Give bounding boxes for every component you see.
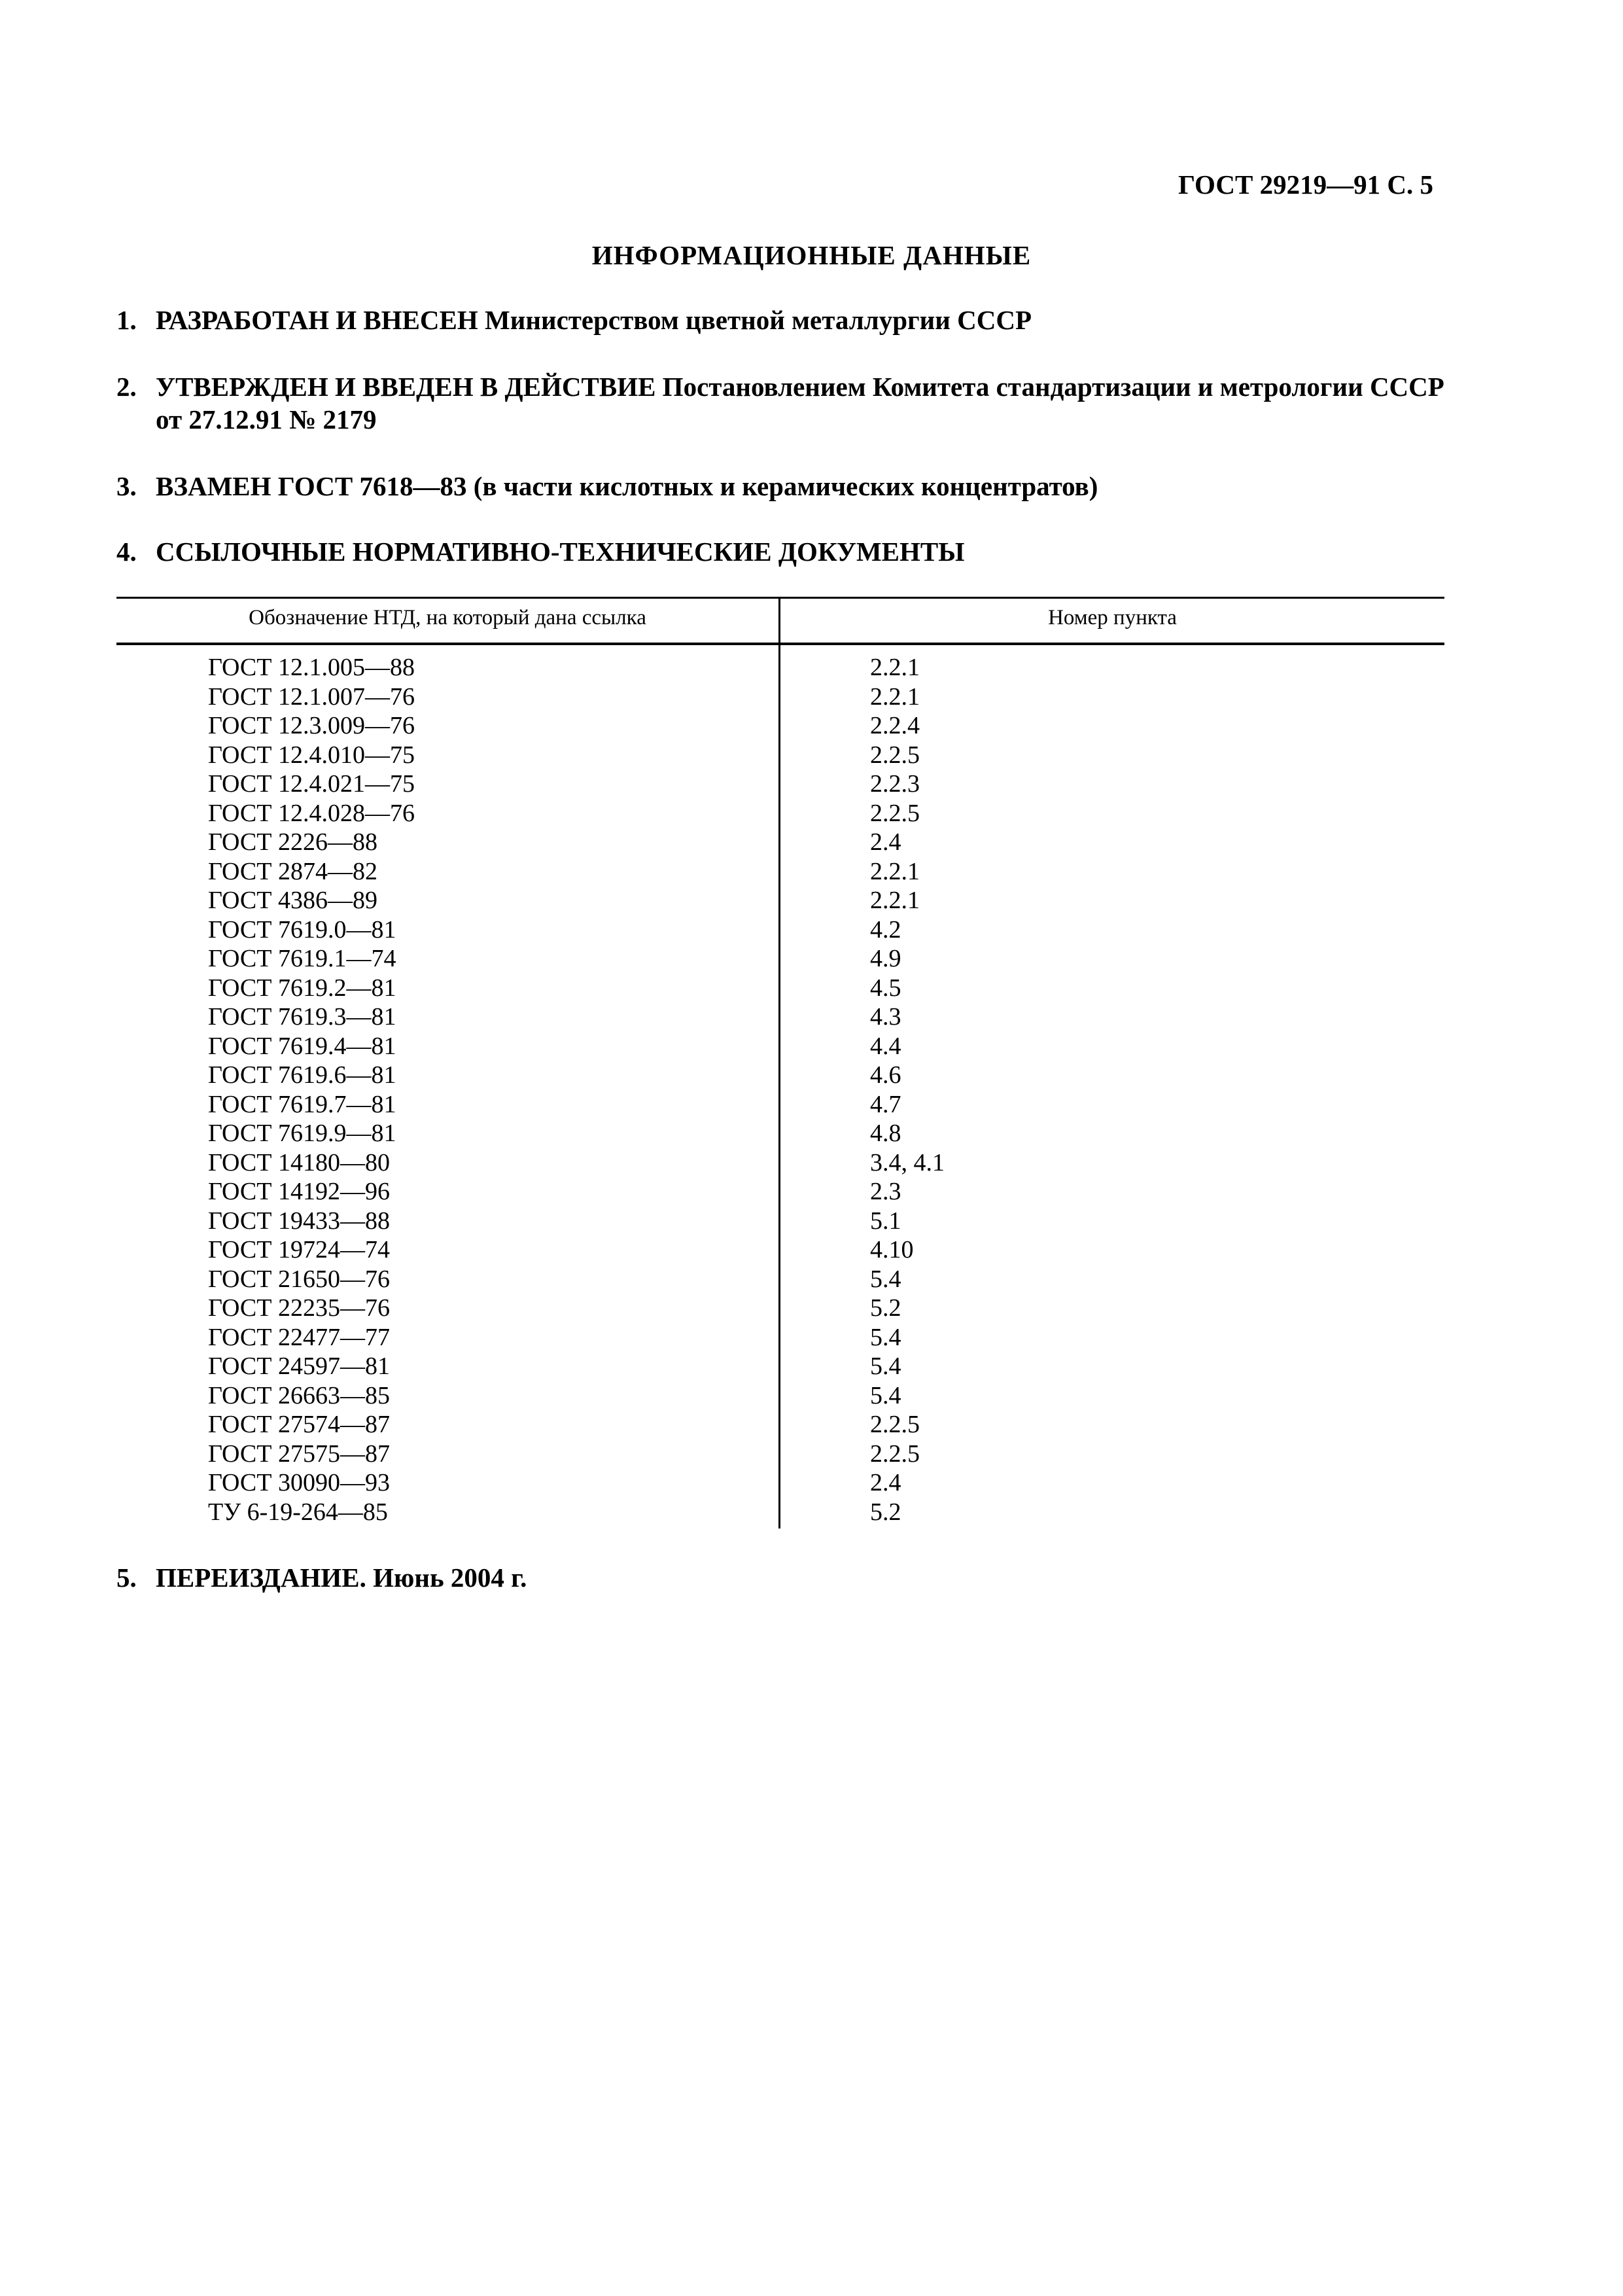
cell-clause: 4.6 — [870, 1061, 901, 1089]
cell-document: ГОСТ 12.1.007—76 — [208, 682, 415, 711]
cell-document: ГОСТ 19433—88 — [208, 1207, 390, 1235]
cell-document: ГОСТ 7619.6—81 — [208, 1061, 396, 1089]
table-row — [116, 1498, 1444, 1527]
table-row — [116, 1119, 1444, 1148]
table-row — [116, 741, 1444, 770]
table-row — [116, 974, 1444, 1003]
table-row — [116, 682, 1444, 712]
cell-clause: 2.2.5 — [870, 1411, 920, 1438]
table-row — [116, 1381, 1444, 1411]
cell-clause: 5.1 — [870, 1207, 901, 1235]
info-item-reissue — [116, 1561, 1444, 1594]
item-text: ССЫЛОЧНЫЕ НОРМАТИВНО-ТЕХНИЧЕСКИЕ ДОКУМЕНТЫ — [156, 537, 965, 567]
info-item-developed — [116, 304, 1444, 336]
table-row — [116, 886, 1444, 915]
item-text: ВЗАМЕН ГОСТ 7618—83 (в части кислотных и керамических концентратов) — [156, 471, 1098, 501]
cell-document: ГОСТ 7619.7—81 — [208, 1090, 396, 1118]
cell-clause: 5.2 — [870, 1294, 901, 1322]
table-row — [116, 769, 1444, 799]
cell-document: ГОСТ 21650—76 — [208, 1265, 390, 1293]
table-row — [116, 1090, 1444, 1120]
cell-clause: 4.10 — [870, 1236, 914, 1263]
item-number: 3. — [116, 471, 137, 501]
cell-document: ГОСТ 2874—82 — [208, 857, 377, 885]
cell-document: ГОСТ 7619.1—74 — [208, 945, 396, 972]
cell-document: ГОСТ 12.4.028—76 — [208, 799, 415, 827]
cell-clause: 2.4 — [870, 1469, 901, 1496]
cell-clause: 2.2.5 — [870, 799, 920, 827]
item-text: ПЕРЕИЗДАНИЕ. Июнь 2004 г. — [156, 1563, 527, 1593]
cell-document: ГОСТ 19724—74 — [208, 1236, 390, 1263]
info-item-replaces — [116, 470, 1444, 503]
table-row — [116, 1410, 1444, 1439]
cell-document: ГОСТ 12.1.005—88 — [208, 654, 415, 681]
table-row — [116, 1439, 1444, 1469]
cell-document: ГОСТ 14192—96 — [208, 1178, 390, 1205]
cell-document: ГОСТ 24597—81 — [208, 1352, 390, 1380]
table-row — [116, 915, 1444, 945]
cell-clause: 2.2.5 — [870, 741, 920, 769]
info-item-approved — [116, 370, 1444, 436]
cell-clause: 5.2 — [870, 1498, 901, 1526]
cell-clause: 2.3 — [870, 1178, 901, 1205]
cell-document: ГОСТ 2226—88 — [208, 828, 377, 856]
info-item-references — [116, 535, 1444, 568]
table-row — [116, 1235, 1444, 1265]
cell-clause: 2.2.4 — [870, 712, 920, 739]
item-text: УТВЕРЖДЕН И ВВЕДЕН В ДЕЙСТВИЕ Постановлением Комитета стандартизации и метрологии СССР от 27.12.91 № 2179 — [156, 372, 1444, 434]
table-body — [116, 653, 1444, 1527]
cell-clause: 5.4 — [870, 1323, 901, 1351]
cell-document: ГОСТ 7619.9—81 — [208, 1120, 396, 1147]
cell-document: ГОСТ 26663—85 — [208, 1381, 390, 1409]
cell-document: ГОСТ 22235—76 — [208, 1294, 390, 1322]
cell-clause: 5.4 — [870, 1352, 901, 1380]
table-row — [116, 944, 1444, 974]
cell-document: ГОСТ 12.4.010—75 — [208, 741, 415, 769]
table-row — [116, 1177, 1444, 1207]
cell-clause: 4.3 — [870, 1003, 901, 1031]
cell-document: ГОСТ 12.3.009—76 — [208, 712, 415, 739]
cell-document: ГОСТ 4386—89 — [208, 887, 377, 914]
item-number: 2. — [116, 372, 137, 402]
document-code: ГОСТ 29219—91 С. 5 — [1178, 169, 1433, 200]
table-row — [116, 1265, 1444, 1294]
cell-clause: 4.8 — [870, 1120, 901, 1147]
table-row — [116, 799, 1444, 828]
cell-document: ГОСТ 7619.2—81 — [208, 974, 396, 1002]
cell-document: ГОСТ 14180—80 — [208, 1148, 390, 1176]
cell-document: ГОСТ 27574—87 — [208, 1411, 390, 1438]
table-row — [116, 857, 1444, 887]
cell-document: ГОСТ 12.4.021—75 — [208, 770, 415, 798]
item-number: 1. — [116, 305, 137, 335]
cell-clause: 5.4 — [870, 1381, 901, 1409]
table-row — [116, 653, 1444, 682]
cell-clause: 4.7 — [870, 1090, 901, 1118]
cell-document: ГОСТ 7619.0—81 — [208, 915, 396, 944]
cell-clause: 4.2 — [870, 915, 901, 944]
table-row — [116, 1207, 1444, 1236]
cell-clause: 3.4, 4.1 — [870, 1148, 945, 1176]
table-header-document: Обозначение НТД, на который дана ссылка — [249, 606, 646, 629]
cell-document: ТУ 6-19-264—85 — [208, 1498, 388, 1526]
table-header-rule — [116, 643, 1444, 645]
cell-document: ГОСТ 22477—77 — [208, 1323, 390, 1351]
cell-document: ГОСТ 30090—93 — [208, 1469, 390, 1496]
table-row — [116, 711, 1444, 741]
cell-clause: 5.4 — [870, 1265, 901, 1293]
cell-document: ГОСТ 7619.4—81 — [208, 1032, 396, 1060]
table-header-clause: Номер пункта — [1048, 606, 1177, 629]
item-number: 5. — [116, 1563, 137, 1593]
item-number: 4. — [116, 537, 137, 567]
table-row — [116, 1468, 1444, 1498]
references-table — [116, 597, 1444, 1528]
cell-clause: 2.2.1 — [870, 682, 920, 711]
cell-clause: 2.2.3 — [870, 770, 920, 798]
cell-clause: 2.2.5 — [870, 1439, 920, 1468]
item-text: РАЗРАБОТАН И ВНЕСЕН Министерством цветной металлургии СССР — [156, 305, 1032, 335]
cell-document: ГОСТ 7619.3—81 — [208, 1003, 396, 1031]
cell-clause: 4.4 — [870, 1032, 901, 1060]
cell-clause: 2.2.1 — [870, 654, 920, 681]
cell-clause: 2.2.1 — [870, 857, 920, 885]
table-top-rule — [116, 597, 1444, 599]
table-row — [116, 1294, 1444, 1323]
cell-clause: 4.5 — [870, 974, 901, 1002]
table-row — [116, 1032, 1444, 1061]
cell-clause: 2.2.1 — [870, 887, 920, 914]
table-row — [116, 1002, 1444, 1032]
table-row — [116, 1148, 1444, 1178]
table-row — [116, 1323, 1444, 1352]
cell-document: ГОСТ 27575—87 — [208, 1439, 390, 1468]
table-row — [116, 828, 1444, 857]
cell-clause: 4.9 — [870, 945, 901, 972]
table-row — [116, 1061, 1444, 1090]
cell-clause: 2.4 — [870, 828, 901, 856]
page-title: ИНФОРМАЦИОННЫЕ ДАННЫЕ — [591, 240, 1032, 270]
table-row — [116, 1352, 1444, 1381]
